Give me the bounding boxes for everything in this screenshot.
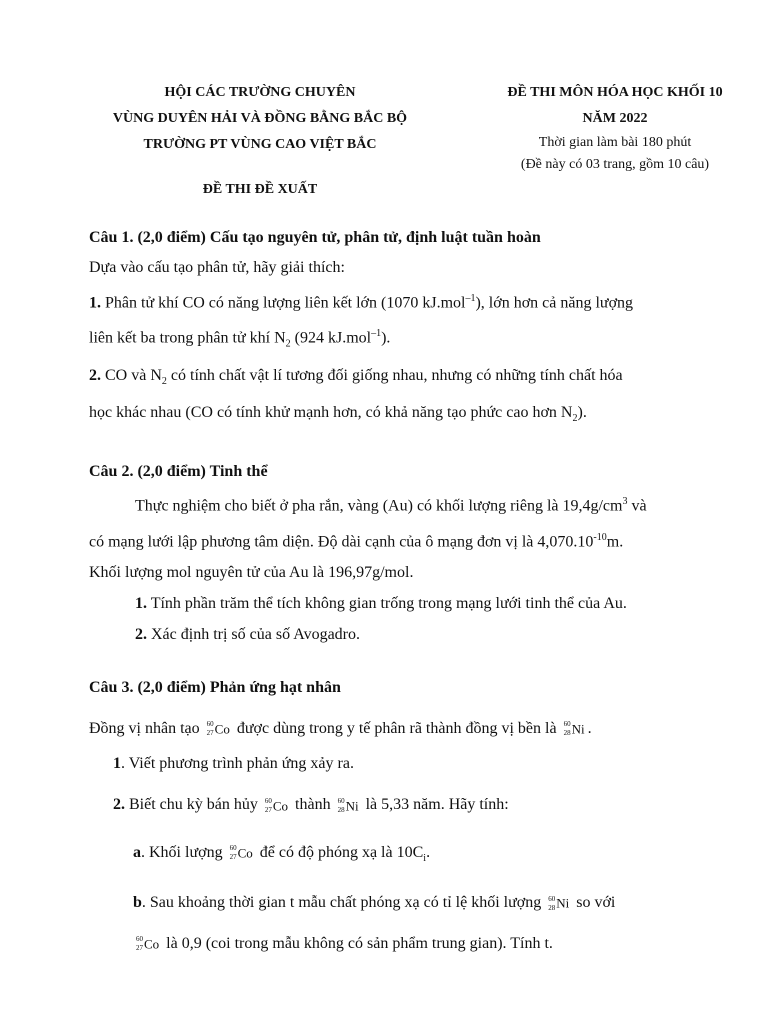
nickel-60-nuclide: 60 28Ni — [548, 894, 570, 912]
q3-item-1: 1. Viết phương trình phản ứng xảy ra. — [113, 755, 354, 773]
q3-item-2a: a. Khối lượng 60 27Co để có độ phóng xạ là $10C_i$. — [89, 829, 697, 883]
q3-item-2b: b. Sau khoảng thời gian t mẫu chất phóng xạ có tỉ lệ khối lượng 60 28Ni so với — [89, 883, 697, 923]
q3-item-2b-cont: 60 27Co là 0,9 (coi trong mẫu không có sản phẩm trung gian). Tính t. — [89, 924, 697, 964]
exam-duration: Thời gian làm bài 180 phút — [538, 135, 692, 150]
q1-item-1: 1. Phân tử khí CO có năng lượng liên kết lớn (1070 kJ.mol$^{-1}$), lớn hơn cả năng lượng — [89, 293, 634, 312]
header-right — [470, 80, 760, 176]
exam-note: (Đề này có 03 trang, gồm 10 câu) — [520, 157, 710, 172]
q3-intro: Đồng vị nhân tạo 60 27Co được dùng trong y tế phân rã thành đồng vị bền là 60 28Ni . — [89, 712, 697, 746]
region-name: VÙNG DUYÊN HẢI VÀ ĐỒNG BẰNG BẮC BỘ — [112, 111, 408, 126]
header-left — [60, 80, 460, 158]
question-3-title: Câu 3. (2,0 điểm) Phản ứng hạt nhân — [89, 678, 341, 696]
association-name: HỘI CÁC TRƯỜNG CHUYÊN — [164, 85, 356, 100]
q2-para-3: Khối lượng mol nguyên tử của Au là 196,97g/mol. — [89, 563, 414, 581]
q2-para-2: có mạng lưới lập phương tâm diện. Độ dài cạnh của ô mạng đơn vị là $4,070.10^{-10}m$. — [89, 531, 624, 550]
q1-item-2-number: 2. — [89, 366, 101, 384]
proposal-label: ĐỀ THI ĐỀ XUẤT — [202, 182, 318, 197]
q1-intro: Dựa vào cấu tạo phân tử, hãy giải thích: — [89, 259, 345, 276]
exam-body — [89, 224, 697, 964]
school-name: TRƯỜNG PT VÙNG CAO VIỆT BẮC — [143, 137, 377, 152]
cobalt-60-nuclide: 60 27Co — [206, 720, 230, 738]
question-2-title: Câu 2. (2,0 điểm) Tinh thể — [89, 463, 268, 481]
cobalt-60-nuclide: 60 27Co — [229, 844, 253, 862]
cobalt-60-nuclide: 60 27Co — [264, 796, 289, 814]
nickel-60-nuclide: 60 28Ni — [563, 720, 585, 738]
q1-item-1-number: 1. — [89, 294, 101, 312]
q1-item-1-cont: liên kết ba trong phân tử khí $N_2$ (924 kJ.mol$^{-1}$). — [89, 328, 391, 350]
q2-item-1: 1. Tính phần trăm thể tích không gian trống trong mạng lưới tinh thể của Au. — [135, 594, 627, 612]
q1-item-2-cont: học khác nhau (CO có tính khử mạnh hơn, có khả năng tạo phức cao hơn $N_2$). — [89, 404, 587, 425]
cobalt-60-nuclide: 60 27Co — [136, 935, 160, 952]
q1-item-2: 2. CO và $N_2$ có tính chất vật lí tương đối giống nhau, nhưng có những tính chất hóa — [89, 366, 623, 388]
question-1-title: Câu 1. (2,0 điểm) Cấu tạo nguyên tử, phân tử, định luật tuần hoàn — [89, 229, 541, 246]
exam-title: ĐỀ THI MÔN HÓA HỌC KHỐI 10 — [507, 85, 723, 100]
q2-item-2: 2. Xác định trị số của số Avogadro. — [135, 625, 360, 643]
q3-item-2: 2. Biết chu kỳ bán hủy 60 27Co thành 60 28Ni là 5,33 năm. Hãy tính: — [89, 782, 697, 828]
nickel-60-nuclide: 60 28Ni — [337, 796, 359, 814]
exam-year: NĂM 2022 — [582, 111, 648, 126]
q2-para-1: Thực nghiệm cho biết ở pha rắn, vàng (Au) có khối lượng riêng là $19,4g/cm^3$ và — [135, 496, 647, 515]
